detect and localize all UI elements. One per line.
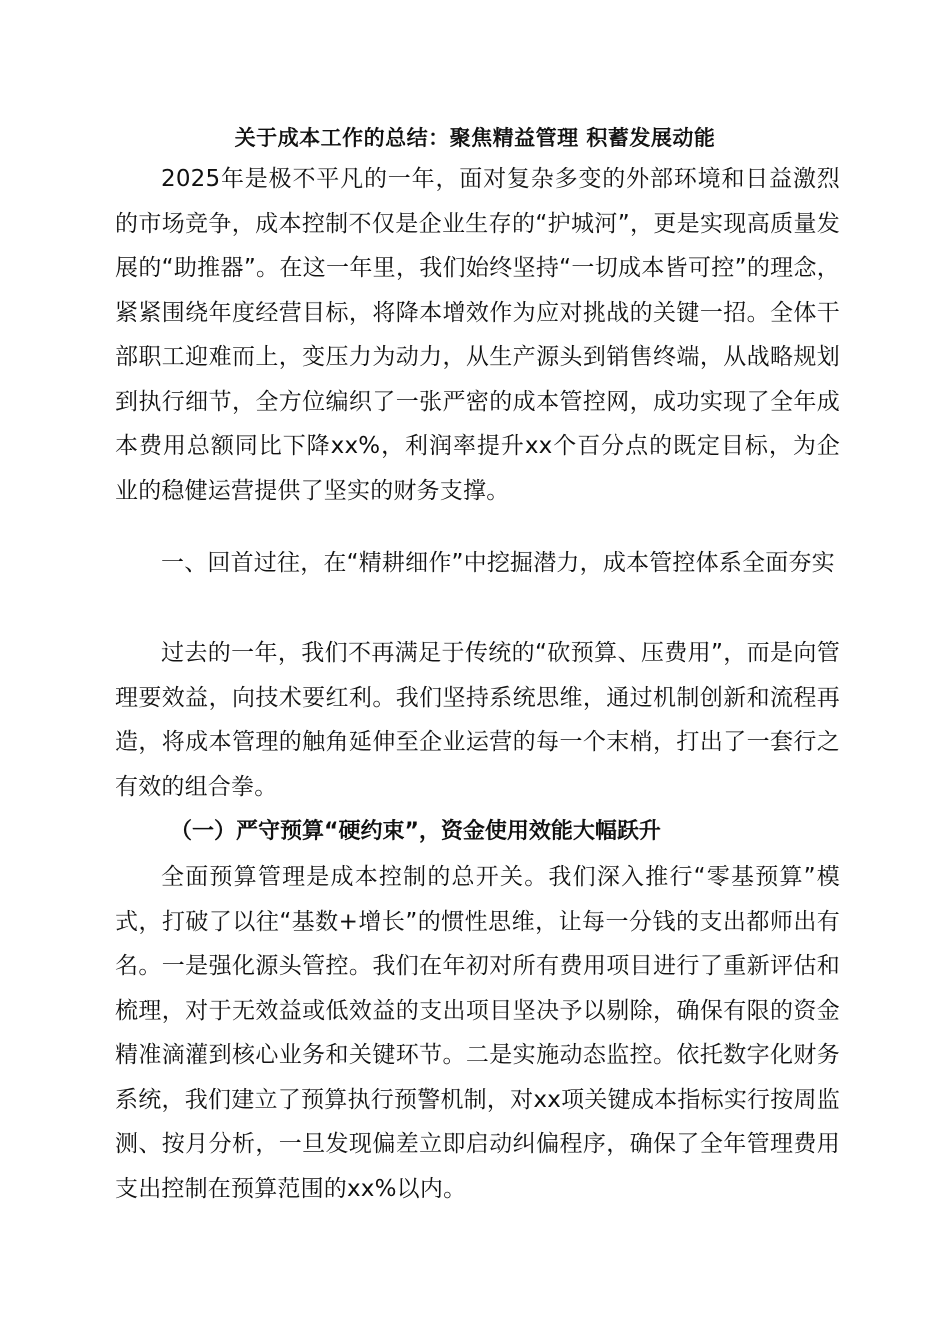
document-title: 关于成本工作的总结：聚焦精益管理 积蓄发展动能 xyxy=(234,126,716,150)
subsection-heading-1: （一）严守预算“硬约束”，资金使用效能大幅跃升 xyxy=(170,819,661,844)
intro-paragraph: 2025年是极不平凡的一年，面对复杂多变的外部环境和日益激烈的市场竞争，成本控制不仅是企业生存的“护城河”，更是实现高质量发展的“助推器”。在这一年里，我们始终坚持“一切成本皆可控”的理念，紧紧围绕年度经营目标，将降本增效作为应对挑战的关键一招。全体干部职工迎难而上，变压力为动力，从生产源头到销售终端，从战略规划到执行细节，全方位编织了一张严密的成本管控网，成功实现了全年成本费用总额同比下降xx%，利润率提升xx个百分点的既定目标，为企业的稳健运营提供了坚实的财务支撑。 xyxy=(115,166,840,504)
section-1-paragraph: 过去的一年，我们不再满足于传统的“砍预算、压费用”，而是向管理要效益，向技术要红利。我们坚持系统思维，通过机制创新和流程再造，将成本管理的触角延伸至企业运营的每一个末梢，打出了一套行之有效的组合拳。 xyxy=(115,640,840,800)
section-heading-1: 一、回首过往，在“精耕细作”中挖掘潜力，成本管控体系全面夯实 xyxy=(161,550,835,576)
subsection-1-paragraph: 全面预算管理是成本控制的总开关。我们深入推行“零基预算”模式，打破了以往“基数+增长”的惯性思维，让每一分钱的支出都师出有名。一是强化源头管控。我们在年初对所有费用项目进行了重新评估和梳理，对于无效益或低效益的支出项目坚决予以剔除，确保有限的资金精准滴灌到核心业务和关键环节。二是实施动态监控。依托数字化财务系统，我们建立了预算执行预警机制，对xx项关键成本指标实行按周监测、按月分析，一旦发现偏差立即启动纠偏程序，确保了全年管理费用支出控制在预算范围的xx%以内。 xyxy=(115,864,840,1202)
